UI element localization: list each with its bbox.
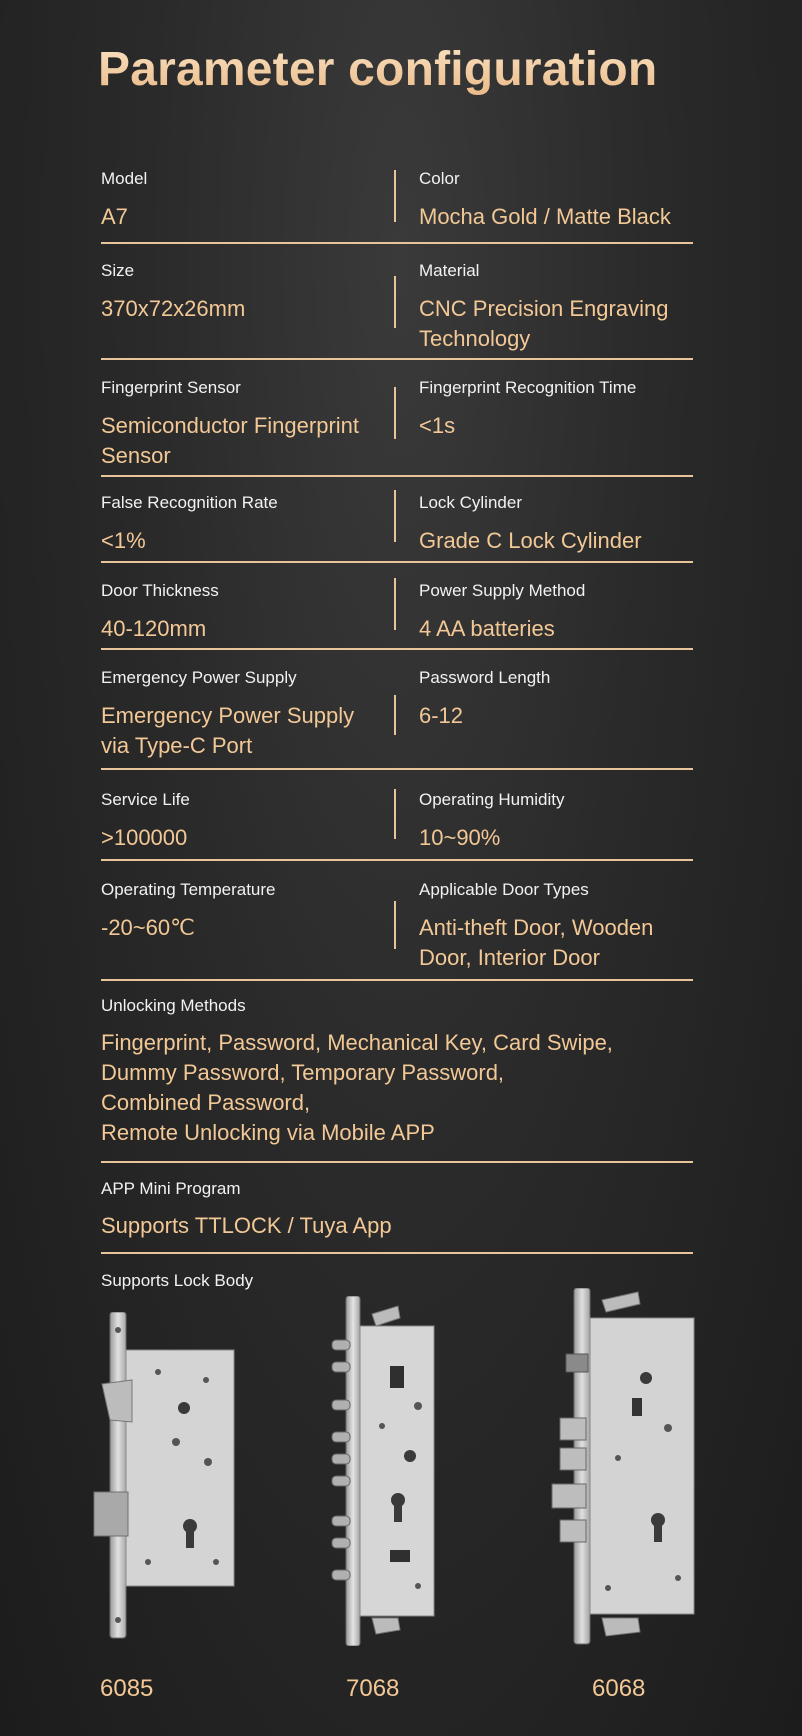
spec-door-types — [419, 879, 689, 973]
spec-label: Door Thickness — [101, 581, 219, 600]
row-divider — [101, 859, 693, 861]
column-divider — [394, 789, 396, 839]
spec-label: Unlocking Methods — [101, 996, 246, 1015]
spec-label: Fingerprint Sensor — [101, 378, 241, 397]
spec-value: >100000 — [101, 825, 188, 850]
lock-body-6085-image — [88, 1312, 238, 1642]
column-divider — [394, 387, 396, 439]
row-divider — [101, 1161, 693, 1163]
spec-label: False Recognition Rate — [101, 493, 278, 512]
spec-color — [419, 168, 699, 232]
spec-label: APP Mini Program — [101, 1179, 241, 1198]
spec-material — [419, 260, 699, 354]
spec-value: CNC Precision Engraving Technology — [419, 296, 669, 351]
column-divider — [394, 578, 396, 630]
spec-value: -20~60℃ — [101, 915, 195, 940]
spec-value: 370x72x26mm — [101, 296, 246, 321]
spec-door-thickness — [101, 580, 386, 644]
spec-label: Password Length — [419, 668, 551, 687]
spec-service-life — [101, 789, 386, 853]
spec-label: Operating Temperature — [101, 880, 276, 899]
spec-lock-cylinder — [419, 492, 699, 556]
row-divider — [101, 475, 693, 477]
row-divider — [101, 561, 693, 563]
spec-size — [101, 260, 386, 324]
column-divider — [394, 490, 396, 542]
spec-value: Emergency Power Supply via Type-C Port — [101, 703, 355, 758]
spec-label: Model — [101, 169, 148, 188]
spec-label: Supports Lock Body — [101, 1271, 254, 1290]
row-divider — [101, 358, 693, 360]
spec-label: Power Supply Method — [419, 581, 586, 600]
column-divider — [394, 170, 396, 222]
spec-value: Semiconductor Fingerprint Sensor — [101, 413, 360, 468]
unlocking-line: Dummy Password, Temporary Password, — [101, 1060, 505, 1085]
spec-recognition-time — [419, 377, 699, 441]
spec-label: Emergency Power Supply — [101, 668, 297, 687]
spec-fingerprint-sensor — [101, 377, 386, 471]
lock-body-6085-label: 6085 — [100, 1675, 154, 1702]
spec-operating-humidity — [419, 789, 699, 853]
spec-label: Lock Cylinder — [419, 493, 522, 512]
spec-password-length — [419, 667, 699, 731]
spec-value: Mocha Gold / Matte Black — [419, 204, 671, 229]
unlocking-line: Remote Unlocking via Mobile APP — [101, 1120, 435, 1145]
spec-label: Size — [101, 261, 135, 280]
lock-body-7068-image — [328, 1296, 438, 1646]
spec-model — [101, 168, 386, 232]
spec-label: Service Life — [101, 790, 190, 809]
spec-label: Applicable Door Types — [419, 880, 589, 899]
spec-label: Material — [419, 261, 480, 280]
row-divider — [101, 242, 693, 244]
spec-label: Fingerprint Recognition Time — [419, 378, 637, 397]
unlocking-line: Fingerprint, Password, Mechanical Key, Card Swipe, — [101, 1030, 613, 1055]
lock-body-6068-image — [548, 1288, 698, 1648]
unlocking-methods — [101, 995, 701, 1148]
spec-value: A7 — [101, 204, 128, 229]
spec-value: 10~90% — [419, 825, 501, 850]
row-divider — [101, 1252, 693, 1254]
spec-label: Color — [419, 169, 460, 188]
spec-value: Anti-theft Door, Wooden Door, Interior Door — [419, 915, 654, 970]
column-divider — [394, 695, 396, 735]
spec-false-recognition-rate — [101, 492, 386, 556]
spec-value: 6-12 — [419, 703, 464, 728]
spec-value: 40-120mm — [101, 616, 207, 641]
column-divider — [394, 276, 396, 328]
page-title: Parameter configuration — [98, 43, 658, 96]
row-divider — [101, 768, 693, 770]
row-divider — [101, 979, 693, 981]
row-divider — [101, 648, 693, 650]
lock-body-7068-label: 7068 — [346, 1675, 400, 1702]
spec-power-supply-method — [419, 580, 699, 644]
column-divider — [394, 901, 396, 949]
spec-operating-temperature — [101, 879, 386, 943]
spec-value: Grade C Lock Cylinder — [419, 528, 642, 553]
spec-emergency-power — [101, 667, 386, 761]
unlocking-methods-list — [101, 1028, 701, 1148]
app-mini-program — [101, 1178, 701, 1241]
lock-body-6068-label: 6068 — [592, 1675, 646, 1702]
spec-value: Supports TTLOCK / Tuya App — [101, 1213, 392, 1238]
spec-value: <1% — [101, 528, 146, 553]
spec-value: <1s — [419, 413, 456, 438]
spec-label: Operating Humidity — [419, 790, 565, 809]
unlocking-line: Combined Password, — [101, 1090, 311, 1115]
spec-value: 4 AA batteries — [419, 616, 555, 641]
